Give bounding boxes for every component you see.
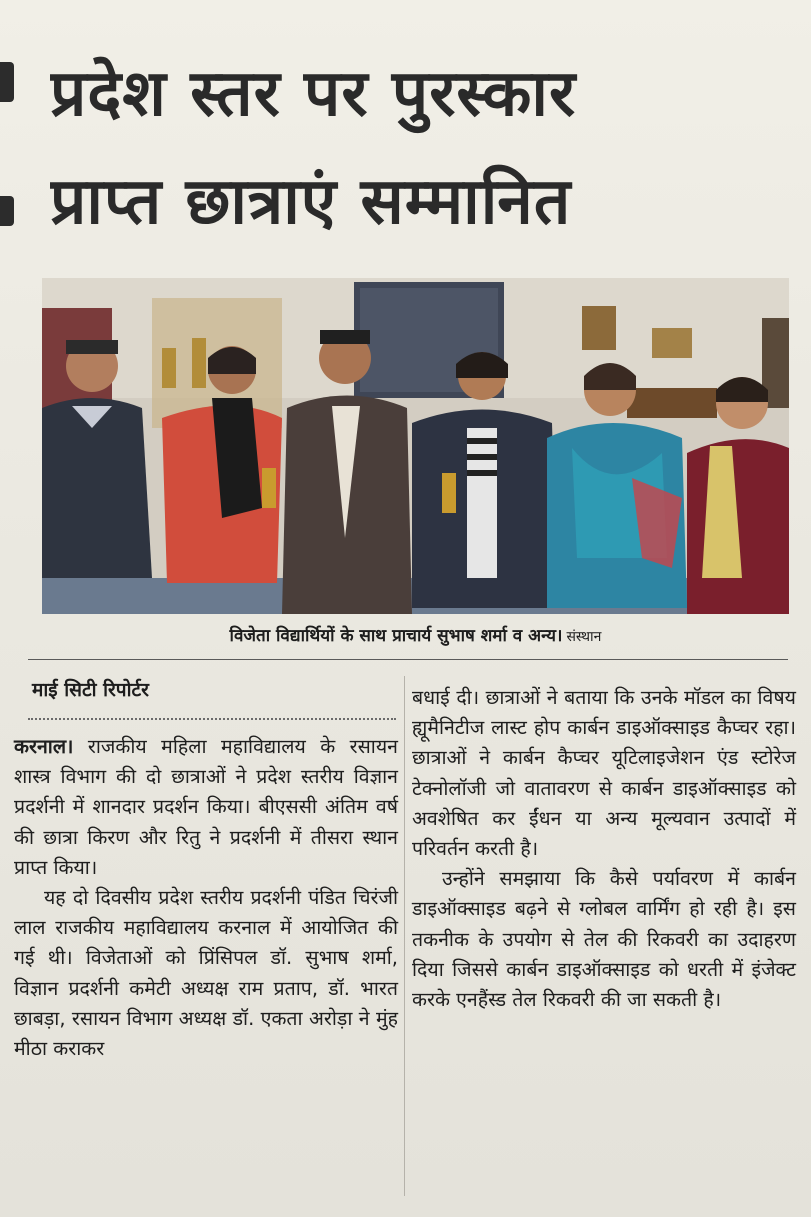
headline bbox=[50, 40, 781, 256]
group-photo-illustration bbox=[42, 278, 789, 614]
edge-mark bbox=[0, 62, 14, 102]
byline-divider bbox=[28, 718, 396, 720]
article-column-left bbox=[14, 732, 398, 1064]
photo-credit: संस्थान bbox=[566, 629, 602, 645]
article-paragraph: यह दो दिवसीय प्रदेश स्तरीय प्रदर्शनी पंडित चिरंजी लाल राजकीय महाविद्यालय करनाल में आयोजित की गई थी। विजेताओं को प्रिंसिपल डॉ. सुभाष शर्मा, विज्ञान प्रदर्शनी कमेटी अध्यक्ष राम प्रताप, डॉ. भारत छाबड़ा, रसायन विभाग अध्यक्ष डॉ. एकता अरोड़ा ने मुंह मीठा कराकर bbox=[14, 886, 398, 1061]
divider-line bbox=[28, 659, 788, 660]
caption-text: विजेता विद्यार्थियों के साथ प्राचार्य सुभाष शर्मा व अन्य। bbox=[229, 626, 563, 646]
dateline: करनाल। bbox=[14, 735, 74, 758]
article-paragraph bbox=[14, 732, 398, 883]
article-paragraph: उन्होंने समझाया कि कैसे पर्यावरण में कार्बन डाइऑक्साइड बढ़ने से ग्लोबल वार्मिंग हो रही है। इस तकनीक के उपयोग से तेल की रिकवरी का उदाहरण दिया जिससे कार्बन डाइऑक्साइड को धरती में इंजेक्ट करके एनहैंस्ड तेल रिकवरी की जा सकती है। bbox=[412, 867, 796, 1012]
column-divider bbox=[404, 676, 405, 1196]
headline-line-2: प्राप्त छात्राएं सम्मानित bbox=[50, 165, 572, 239]
paragraph-1-text: राजकीय महिला महाविद्यालय के रसायन शास्त्र विभाग की दो छात्राओं ने प्रदेश स्तरीय विज्ञान प्रदर्शनी में शानदार प्रदर्शन किया। बीएससी अंतिम वर्ष की छात्रा किरण और रितु ने प्रदर्शनी में तीसरा स्थान प्राप्त किया। bbox=[14, 735, 398, 879]
edge-mark bbox=[0, 196, 14, 226]
byline: माई सिटी रिपोर्टर bbox=[32, 679, 149, 701]
article-column-right bbox=[412, 683, 796, 1015]
news-photo bbox=[42, 278, 789, 614]
headline-line-1: प्रदेश स्तर पर पुरस्कार bbox=[50, 57, 577, 131]
article-paragraph: बधाई दी। छात्राओं ने बताया कि उनके मॉडल का विषय ह्यूमैनिटीज लास्ट होप कार्बन डाइऑक्साइड कैप्चर रहा। छात्राओं ने कार्बन कैप्चर यूटिलाइजेशन एंड स्टोरेज टेक्नोलॉजी जो वातावरण से कार्बन डाइऑक्साइड को अवशेषित कर ईंधन या अन्य मूल्यवान उत्पादों में परिवर्तन करती है। bbox=[412, 686, 796, 861]
photo-caption bbox=[42, 620, 789, 652]
